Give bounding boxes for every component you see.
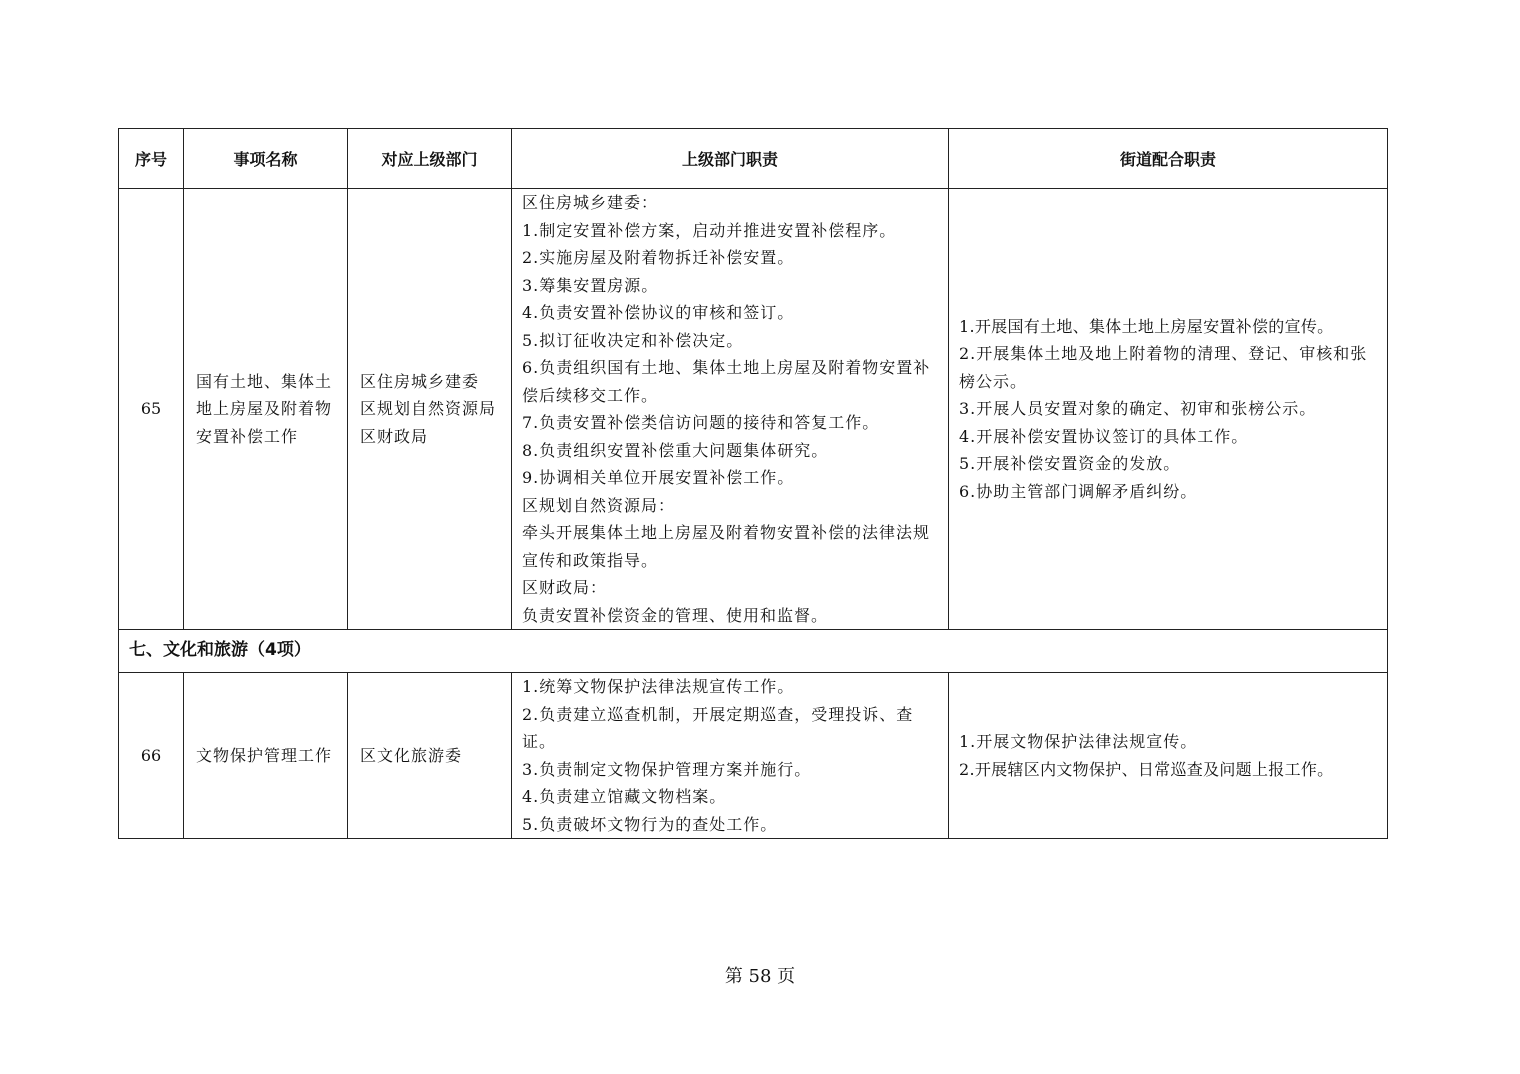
duty-line: 9.协调相关单位开展安置补偿工作。	[522, 468, 795, 487]
item-name-text: 文物保护管理工作	[196, 745, 333, 765]
row-item-name	[184, 189, 348, 630]
duty-line: 4.负责建立馆藏文物档案。	[522, 787, 727, 806]
duty-line: 2.实施房屋及附着物拆迁补偿安置。	[522, 248, 795, 267]
row-street-duties	[949, 673, 1388, 839]
duty-line: 负责安置补偿资金的管理、使用和监督。	[522, 605, 829, 625]
duty-line: 区财政局：	[522, 578, 608, 597]
duty-line: 4.负责安置补偿协议的审核和签订。	[522, 303, 795, 322]
duty-line: 5.拟订征收决定和补偿决定。	[522, 330, 744, 350]
header-seq: 序号	[119, 129, 184, 189]
duty-line: 3.负责制定文物保护管理方案并施行。	[522, 759, 812, 779]
dept-line: 区文化旅游委	[360, 745, 463, 765]
section-title: 七、文化和旅游（4项）	[119, 630, 1388, 673]
street-duty-line: 1.开展文物保护法律法规宣传。	[959, 732, 1198, 751]
duty-line: 3.筹集安置房源。	[522, 275, 659, 295]
row-street-duties	[949, 189, 1388, 630]
street-duty-line: 1.开展国有土地、集体土地上房屋安置补偿的宣传。	[959, 316, 1334, 336]
street-duty-line: 3.开展人员安置对象的确定、初审和张榜公示。	[959, 399, 1317, 419]
duty-line: 区规划自然资源局：	[522, 495, 676, 515]
duty-table	[118, 128, 1388, 839]
table-row	[119, 673, 1388, 839]
row-seq: 65	[119, 189, 184, 630]
duty-line: 5.负责破坏文物行为的查处工作。	[522, 814, 778, 834]
dept-line: 区规划自然资源局	[360, 399, 497, 419]
header-street-duties: 街道配合职责	[949, 129, 1388, 189]
item-name-text: 国有土地、集体土地上房屋及附着物安置补偿工作	[196, 371, 333, 446]
header-item-name: 事项名称	[184, 129, 348, 189]
duty-line: 7.负责安置补偿类信访问题的接待和答复工作。	[522, 413, 880, 432]
duty-line: 区住房城乡建委：	[522, 193, 659, 212]
street-duty-line: 4.开展补偿安置协议签订的具体工作。	[959, 426, 1249, 446]
row-item-name	[184, 673, 348, 839]
row-superior-dept	[348, 189, 512, 630]
table-row	[119, 189, 1388, 630]
duty-line: 2.负责建立巡查机制，开展定期巡查，受理投诉、查证。	[522, 704, 914, 751]
header-superior-dept: 对应上级部门	[348, 129, 512, 189]
duty-line: 牵头开展集体土地上房屋及附着物安置补偿的法律法规宣传和政策指导。	[522, 523, 931, 570]
dept-line: 区财政局	[360, 426, 429, 446]
page-number: 第 58 页	[724, 966, 796, 987]
row-superior-dept	[348, 673, 512, 839]
duty-line: 6.负责组织国有土地、集体土地上房屋及附着物安置补偿后续移交工作。	[522, 358, 931, 405]
section-row	[119, 630, 1388, 673]
street-duty-line: 2.开展集体土地及地上附着物的清理、登记、审核和张榜公示。	[959, 344, 1368, 391]
street-duty-line: 5.开展补偿安置资金的发放。	[959, 454, 1181, 474]
header-superior-duties: 上级部门职责	[512, 129, 949, 189]
street-duty-line: 2.开展辖区内文物保护、日常巡查及问题上报工作。	[959, 759, 1334, 779]
dept-line: 区住房城乡建委	[360, 371, 480, 391]
duty-line: 8.负责组织安置补偿重大问题集体研究。	[522, 440, 829, 460]
row-superior-duties	[512, 189, 949, 630]
row-superior-duties	[512, 673, 949, 839]
duty-line: 1.统筹文物保护法律法规宣传工作。	[522, 677, 795, 696]
table-header-row	[119, 129, 1388, 189]
street-duty-line: 6.协助主管部门调解矛盾纠纷。	[959, 481, 1198, 501]
row-seq: 66	[119, 673, 184, 839]
duty-line: 1.制定安置补偿方案，启动并推进安置补偿程序。	[522, 220, 897, 240]
